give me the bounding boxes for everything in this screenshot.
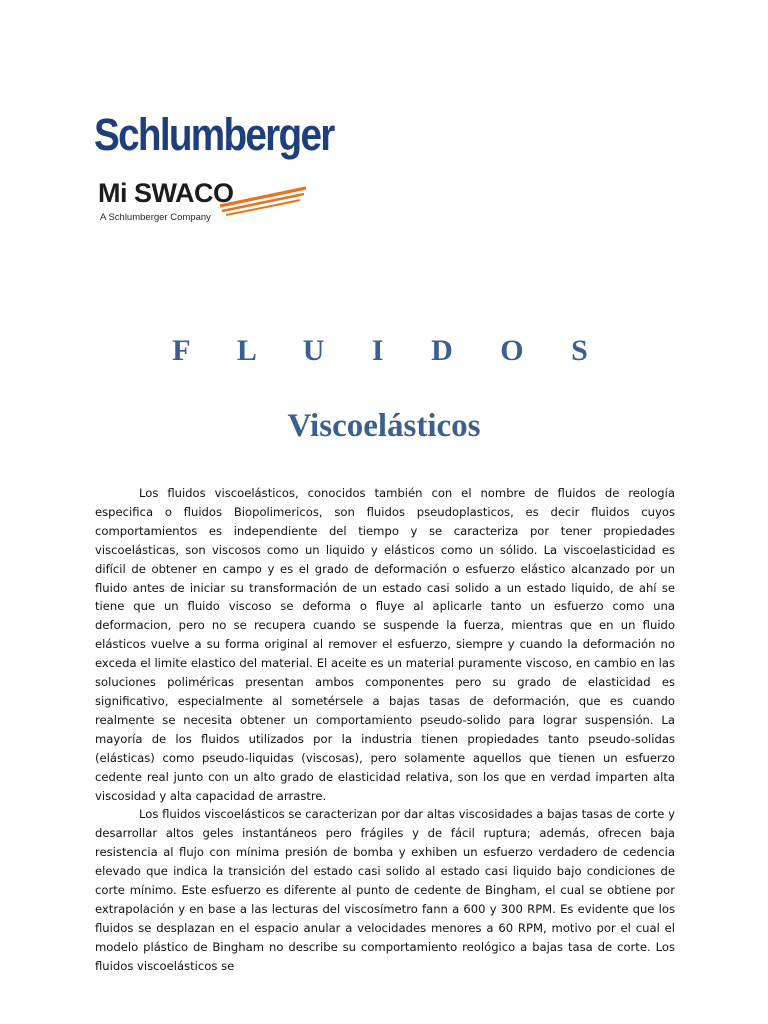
paragraph: Los fluidos viscoelásticos, conocidos también con el nombre de fluidos de reología especifica o fluidos Biopolimericos, son fluidos pseudoplasticos, es decir fluidos cuyos comportamientos es independiente del tiempo y se caracteriza por tener propiedades viscoelásticas, son viscosos como un liquido y elásticos como un sólido. La viscoelasticidad es difícil de obtener en campo y es el grado de deformación o esfuerzo elástico alcanzado por un fluido antes de iniciar su transformación de un estado casi solido a un estado liquido, de ahí se tiene que un fluido viscoso se deforma o fluye al aplicarle tanto un esfuerzo como una deformacion, pero no se recupera cuando se suspende la fuerza, mientras que en un fluido elásticos vuelve a su forma original al remover el esfuerzo, siempre y cuando la deformación no exceda el limite elastico del material. El aceite es un material puramente viscoso, en cambio en las soluciones poliméricas presentan ambos componentes pero su grado de elasticidad es significativo, especialmente al sometérsele a bajas tasas de deformación, que es cuando realmente se necesita obtener un comportamiento pseudo-solido para lograr suspensión. La mayoría de los fluidos utilizados por la industria tienen propiedades tanto pseudo-solidas (elásticas) como pseudo-liquidas (viscosas), pero solamente aquellos que tienen un esfuerzo cedente real junto con un alto grado de elasticidad relativa, son los que en verdad imparten alta viscosidad y alta capacidad de arrastre. xyxy=(95,486,675,803)
document-subtitle: Viscoelásticos xyxy=(287,408,481,444)
document-title: F L U I D O S xyxy=(172,334,608,367)
miswaco-wordmark: Mi SWACO xyxy=(98,178,234,208)
schlumberger-logo: Schlumberger xyxy=(94,109,334,160)
miswaco-logo xyxy=(98,180,308,230)
swoosh-icon xyxy=(218,184,308,218)
miswaco-tagline: A Schlumberger Company xyxy=(100,212,211,223)
paragraph: Los fluidos viscoelásticos se caracterizan por dar altas viscosidades a bajas tasas de corte y desarrollar altos geles instantáneos pero frágiles y de fácil ruptura; además, ofrecen baja resistencia al flujo con mínima presión de bomba y exhiben un esfuerzo verdadero de cedencia elevado que indica la transición del estado casi solido al estado casi liquido bajo condiciones de corte mínimo. Este esfuerzo es diferente al punto de cedente de Bingham, el cual se obtiene por extrapolación y en base a las lecturas del viscosímetro fann a 600 y 300 RPM. Es evidente que los fluidos se desplazan en el espacio anular a velocidades menores a 60 RPM, motivo por el cual el modelo plástico de Bingham no describe su comportamiento reológico a bajas tasa de corte. Los fluidos viscoelásticos se xyxy=(95,807,675,973)
body-text xyxy=(95,484,675,976)
